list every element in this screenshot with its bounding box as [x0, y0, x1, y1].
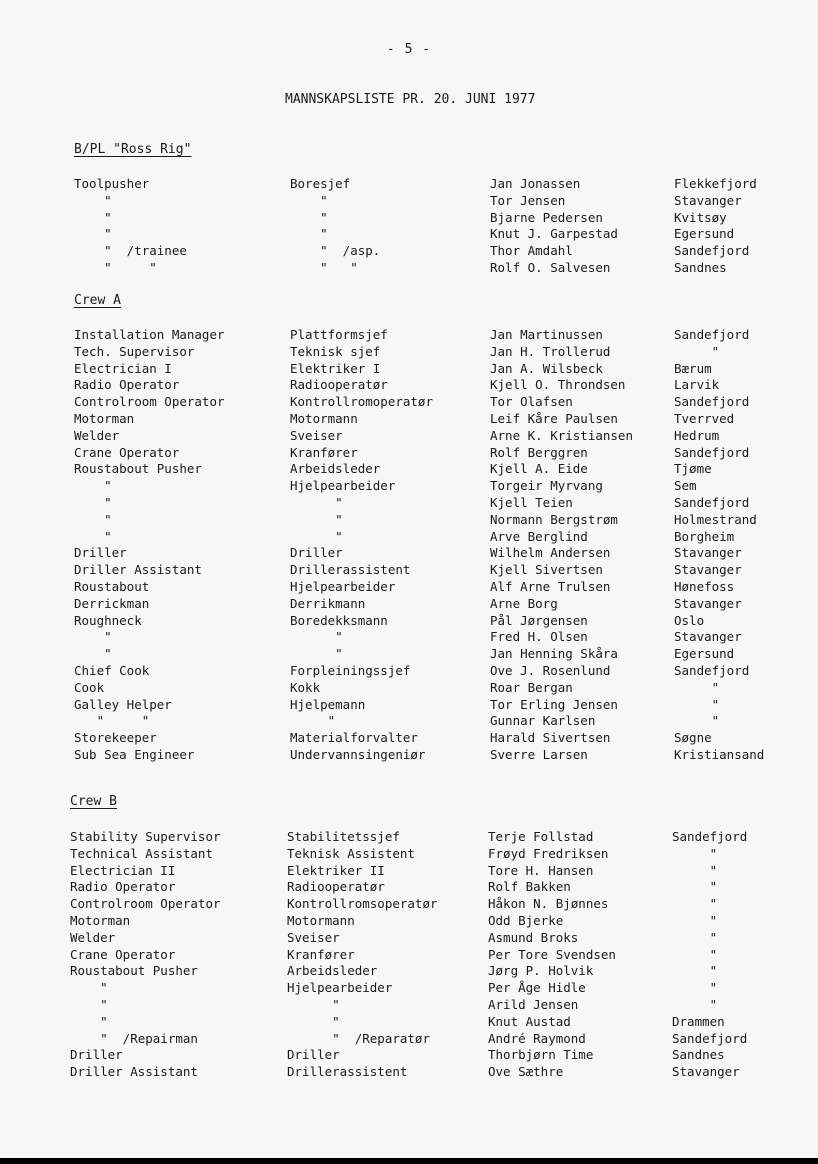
crew-member-name-cell: Kjell Teien — [490, 494, 573, 510]
crew-member-name-cell: Tor Olafsen — [490, 394, 573, 410]
norwegian-role-cell: Boresjef — [290, 176, 351, 191]
hometown-cell: Sandefjord — [674, 444, 750, 460]
english-role-cell: " — [70, 980, 108, 996]
hometown-cell: Tjøme — [674, 461, 712, 477]
norwegian-role-cell: Kranfører — [290, 444, 358, 460]
english-role-cell: " — [74, 478, 112, 494]
norwegian-role-cell: " — [290, 209, 328, 225]
crew-member-name-cell: Ove J. Rosenlund — [490, 662, 611, 678]
english-role-cell: Technical Assistant — [70, 845, 213, 861]
english-role-cell: Motorman — [70, 912, 131, 928]
hometown-cell: Egersund — [674, 646, 735, 662]
norwegian-role-cell: Drillerassistent — [287, 1064, 408, 1080]
norwegian-role-cell: Motormann — [290, 410, 358, 426]
norwegian-role-cell: Hjelpearbeider — [290, 578, 396, 594]
english-role-cell: Welder — [74, 427, 120, 443]
hometown-cell: Sandefjord — [672, 1030, 748, 1046]
norwegian-role-cell: Plattformsjef — [290, 327, 388, 342]
norwegian-role-cell: Radiooperatør — [290, 377, 388, 393]
norwegian-role-cell: Kokk — [290, 679, 321, 695]
hometown-cell: " — [672, 980, 718, 996]
english-role-cell: Derrickman — [74, 595, 150, 611]
page-number: - 5 - — [386, 42, 432, 57]
crew-member-name-cell: Per Tore Svendsen — [488, 946, 616, 962]
english-role-cell: Driller — [74, 545, 127, 561]
english-role-cell: Crane Operator — [74, 444, 180, 460]
english-role-cell: " — [74, 209, 112, 225]
hometown-cell: Larvik — [674, 377, 720, 393]
crew-member-name-cell: Sverre Larsen — [490, 746, 588, 762]
crew-member-name-cell: Kjell Sivertsen — [490, 562, 603, 578]
table-row — [0, 445, 818, 462]
crew-member-name-cell: Arve Berglind — [490, 528, 588, 544]
hometown-cell: " — [672, 862, 718, 878]
table-row — [0, 980, 818, 997]
crew-member-name-cell: Tor Jensen — [490, 192, 566, 208]
english-role-cell: Roustabout — [74, 578, 150, 594]
hometown-cell: Kvitsøy — [674, 209, 727, 225]
hometown-cell: Søgne — [674, 730, 712, 746]
hometown-cell: Borgheim — [674, 528, 735, 544]
english-role-cell: Toolpusher — [74, 176, 150, 191]
english-role-cell: Sub Sea Engineer — [74, 746, 195, 762]
table-row — [0, 260, 818, 277]
document-title: MANNSKAPSLISTE PR. 20. JUNI 1977 — [285, 92, 536, 107]
crew-member-name-cell: Thorbjørn Time — [488, 1047, 594, 1063]
english-role-cell: Stability Supervisor — [70, 829, 221, 844]
norwegian-role-cell: Kontrollromsoperatør — [287, 896, 438, 912]
norwegian-role-cell: Hjelpearbeider — [287, 980, 393, 996]
hometown-cell: Sandefjord — [674, 494, 750, 510]
norwegian-role-cell: Kontrollromoperatør — [290, 394, 433, 410]
norwegian-role-cell: Teknisk sjef — [290, 343, 381, 359]
section-rows-crew-b — [0, 829, 818, 1081]
hometown-cell: Holmestrand — [674, 511, 757, 527]
hometown-cell: Hønefoss — [674, 578, 735, 594]
crew-member-name-cell: Pål Jørgensen — [490, 612, 588, 628]
table-row — [0, 226, 818, 243]
table-row — [0, 829, 818, 846]
hometown-cell: Stavanger — [672, 1064, 740, 1080]
crew-member-name-cell: Bjarne Pedersen — [490, 209, 603, 225]
norwegian-role-cell: Materialforvalter — [290, 730, 418, 746]
hometown-cell: " — [674, 696, 720, 712]
norwegian-role-cell: Derrikmann — [290, 595, 366, 611]
hometown-cell: Sandefjord — [674, 327, 750, 342]
section-heading-crew-a: Crew A — [74, 293, 121, 308]
table-row — [0, 478, 818, 495]
english-role-cell: Electrician I — [74, 360, 172, 376]
crew-member-name-cell: Jørg P. Holvik — [488, 963, 594, 979]
table-row — [0, 596, 818, 613]
table-row — [0, 377, 818, 394]
english-role-cell: Welder — [70, 929, 116, 945]
table-row — [0, 545, 818, 562]
crew-member-name-cell: Jan H. Trollerud — [490, 343, 611, 359]
table-row — [0, 846, 818, 863]
table-row — [0, 243, 818, 260]
table-row — [0, 512, 818, 529]
hometown-cell: " — [672, 996, 718, 1012]
crew-member-name-cell: Håkon N. Bjønnes — [488, 896, 609, 912]
table-row — [0, 361, 818, 378]
hometown-cell: " — [674, 343, 720, 359]
norwegian-role-cell: Forpleiningssjef — [290, 662, 411, 678]
norwegian-role-cell: Drillerassistent — [290, 562, 411, 578]
hometown-cell: Stavanger — [674, 562, 742, 578]
hometown-cell: Oslo — [674, 612, 705, 628]
english-role-cell: " — [74, 494, 112, 510]
english-role-cell: " — [70, 996, 108, 1012]
crew-member-name-cell: Gunnar Karlsen — [490, 713, 596, 729]
norwegian-role-cell: Hjelpemann — [290, 696, 366, 712]
table-row — [0, 529, 818, 546]
norwegian-role-cell: Arbeidsleder — [287, 963, 378, 979]
crew-member-name-cell: Terje Follstad — [488, 829, 594, 844]
norwegian-role-cell: Arbeidsleder — [290, 461, 381, 477]
norwegian-role-cell: " — [287, 996, 340, 1012]
crew-member-name-cell: Rolf O. Salvesen — [490, 259, 611, 275]
table-row — [0, 663, 818, 680]
english-role-cell: " — [74, 646, 112, 662]
crew-member-name-cell: Knut J. Garpestad — [490, 226, 618, 242]
table-row — [0, 327, 818, 344]
table-row — [0, 730, 818, 747]
english-role-cell: " " — [74, 259, 157, 275]
english-role-cell: " — [74, 528, 112, 544]
table-row — [0, 646, 818, 663]
hometown-cell: " — [672, 929, 718, 945]
norwegian-role-cell: " " — [290, 259, 358, 275]
norwegian-role-cell: " — [290, 511, 343, 527]
english-role-cell: Storekeeper — [74, 730, 157, 746]
norwegian-role-cell: Elektriker II — [287, 862, 385, 878]
table-row — [0, 411, 818, 428]
section-heading-crew-b: Crew B — [70, 794, 117, 809]
english-role-cell: Tech. Supervisor — [74, 343, 195, 359]
table-row — [0, 713, 818, 730]
table-row — [0, 896, 818, 913]
table-row — [0, 344, 818, 361]
norwegian-role-cell: " — [290, 226, 328, 242]
hometown-cell: " — [674, 679, 720, 695]
norwegian-role-cell: " — [287, 1013, 340, 1029]
hometown-cell: Tverrved — [674, 410, 735, 426]
crew-member-name-cell: Torgeir Myrvang — [490, 478, 603, 494]
crew-member-name-cell: Kjell A. Eide — [490, 461, 588, 477]
english-role-cell: " — [70, 1013, 108, 1029]
table-row — [0, 394, 818, 411]
table-row — [0, 193, 818, 210]
crew-member-name-cell: Asmund Broks — [488, 929, 579, 945]
english-role-cell: Crane Operator — [70, 946, 176, 962]
hometown-cell: Hedrum — [674, 427, 720, 443]
crew-member-name-cell: Jan Martinussen — [490, 327, 603, 342]
hometown-cell: " — [672, 879, 718, 895]
norwegian-role-cell: Hjelpearbeider — [290, 478, 396, 494]
norwegian-role-cell: " — [290, 192, 328, 208]
hometown-cell: " — [674, 713, 720, 729]
crew-member-name-cell: Roar Bergan — [490, 679, 573, 695]
table-row — [0, 579, 818, 596]
crew-member-name-cell: Normann Bergstrøm — [490, 511, 618, 527]
norwegian-role-cell: " — [290, 494, 343, 510]
crew-member-name-cell: Kjell O. Throndsen — [490, 377, 626, 393]
table-row — [0, 930, 818, 947]
crew-member-name-cell: Tor Erling Jensen — [490, 696, 618, 712]
crew-member-name-cell: Jan A. Wilsbeck — [490, 360, 603, 376]
crew-member-name-cell: Tore H. Hansen — [488, 862, 594, 878]
norwegian-role-cell: Stabilitetssjef — [287, 829, 400, 844]
table-row — [0, 1014, 818, 1031]
table-row — [0, 1031, 818, 1048]
english-role-cell: Motorman — [74, 410, 135, 426]
norwegian-role-cell: Boredekksmann — [290, 612, 388, 628]
norwegian-role-cell: " — [290, 646, 343, 662]
crew-member-name-cell: Ove Sæthre — [488, 1064, 564, 1080]
norwegian-role-cell: Sveiser — [290, 427, 343, 443]
table-row — [0, 1047, 818, 1064]
english-role-cell: " /Repairman — [70, 1030, 198, 1046]
crew-member-name-cell: Rolf Bakken — [488, 879, 571, 895]
hometown-cell: Drammen — [672, 1013, 725, 1029]
crew-member-name-cell: Per Åge Hidle — [488, 980, 586, 996]
crew-member-name-cell: Jan Jonassen — [490, 176, 581, 191]
hometown-cell: Stavanger — [674, 629, 742, 645]
table-row — [0, 210, 818, 227]
english-role-cell: Cook — [74, 679, 105, 695]
hometown-cell: Sandefjord — [674, 243, 750, 259]
hometown-cell: Stavanger — [674, 192, 742, 208]
english-role-cell: Roughneck — [74, 612, 142, 628]
crew-member-name-cell: Knut Austad — [488, 1013, 571, 1029]
norwegian-role-cell: " — [290, 528, 343, 544]
crew-member-name-cell: Odd Bjerke — [488, 912, 564, 928]
table-row — [0, 461, 818, 478]
english-role-cell: Chief Cook — [74, 662, 150, 678]
hometown-cell: " — [672, 845, 718, 861]
english-role-cell: Controlroom Operator — [70, 896, 221, 912]
hometown-cell: " — [672, 963, 718, 979]
hometown-cell: " — [672, 912, 718, 928]
english-role-cell: Electrician II — [70, 862, 176, 878]
norwegian-role-cell: Kranfører — [287, 946, 355, 962]
hometown-cell: " — [672, 946, 718, 962]
crew-member-name-cell: Frøyd Fredriksen — [488, 845, 609, 861]
english-role-cell: " — [74, 629, 112, 645]
english-role-cell: " — [74, 226, 112, 242]
table-row — [0, 863, 818, 880]
crew-member-name-cell: Leif Kåre Paulsen — [490, 410, 618, 426]
table-row — [0, 176, 818, 193]
crew-member-name-cell: Wilhelm Andersen — [490, 545, 611, 561]
english-role-cell: Driller — [70, 1047, 123, 1063]
section-rows-crew-a — [0, 327, 818, 764]
norwegian-role-cell: Driller — [287, 1047, 340, 1063]
norwegian-role-cell: Driller — [290, 545, 343, 561]
table-row — [0, 997, 818, 1014]
section-rows-ross-rig — [0, 176, 818, 277]
norwegian-role-cell: " /asp. — [290, 243, 381, 259]
norwegian-role-cell: Motormann — [287, 912, 355, 928]
crew-member-name-cell: Jan Henning Skåra — [490, 646, 618, 662]
hometown-cell: Sandefjord — [674, 662, 750, 678]
crew-member-name-cell: Harald Sivertsen — [490, 730, 611, 746]
norwegian-role-cell: Sveiser — [287, 929, 340, 945]
table-row — [0, 1064, 818, 1081]
english-role-cell: Radio Operator — [70, 879, 176, 895]
hometown-cell: Kristiansand — [674, 746, 765, 762]
scan-edge-bar — [0, 1158, 818, 1164]
table-row — [0, 680, 818, 697]
english-role-cell: Radio Operator — [74, 377, 180, 393]
table-row — [0, 963, 818, 980]
english-role-cell: Roustabout Pusher — [70, 963, 198, 979]
crew-member-name-cell: André Raymond — [488, 1030, 586, 1046]
crew-member-name-cell: Rolf Berggren — [490, 444, 588, 460]
english-role-cell: Roustabout Pusher — [74, 461, 202, 477]
english-role-cell: Controlroom Operator — [74, 394, 225, 410]
norwegian-role-cell: " — [290, 629, 343, 645]
hometown-cell: Stavanger — [674, 595, 742, 611]
crew-member-name-cell: Arne Borg — [490, 595, 558, 611]
norwegian-role-cell: Radiooperatør — [287, 879, 385, 895]
english-role-cell: " — [74, 192, 112, 208]
table-row — [0, 562, 818, 579]
norwegian-role-cell: " /Reparatør — [287, 1030, 430, 1046]
english-role-cell: " /trainee — [74, 243, 187, 259]
table-row — [0, 947, 818, 964]
hometown-cell: Sandnes — [674, 259, 727, 275]
crew-member-name-cell: Arild Jensen — [488, 996, 579, 1012]
table-row — [0, 913, 818, 930]
hometown-cell: Stavanger — [674, 545, 742, 561]
english-role-cell: Driller Assistant — [70, 1064, 198, 1080]
norwegian-role-cell: Elektriker I — [290, 360, 381, 376]
table-row — [0, 747, 818, 764]
hometown-cell: Sem — [674, 478, 697, 494]
crew-member-name-cell: Fred H. Olsen — [490, 629, 588, 645]
english-role-cell: Driller Assistant — [74, 562, 202, 578]
norwegian-role-cell: Teknisk Assistent — [287, 845, 415, 861]
table-row — [0, 428, 818, 445]
table-row — [0, 629, 818, 646]
hometown-cell: Sandnes — [672, 1047, 725, 1063]
hometown-cell: Flekkefjord — [674, 176, 757, 191]
english-role-cell: " — [74, 511, 112, 527]
hometown-cell: Sandefjord — [674, 394, 750, 410]
crew-member-name-cell: Arne K. Kristiansen — [490, 427, 633, 443]
hometown-cell: Egersund — [674, 226, 735, 242]
hometown-cell: Sandefjord — [672, 829, 748, 844]
hometown-cell: " — [672, 896, 718, 912]
crew-member-name-cell: Thor Amdahl — [490, 243, 573, 259]
table-row — [0, 879, 818, 896]
english-role-cell: Galley Helper — [74, 696, 172, 712]
crew-member-name-cell: Alf Arne Trulsen — [490, 578, 611, 594]
english-role-cell: Installation Manager — [74, 327, 225, 342]
table-row — [0, 697, 818, 714]
section-heading-ross-rig: B/PL "Ross Rig" — [74, 142, 192, 157]
table-row — [0, 613, 818, 630]
english-role-cell: " " — [74, 713, 150, 729]
norwegian-role-cell: " — [290, 713, 336, 729]
table-row — [0, 495, 818, 512]
hometown-cell: Bærum — [674, 360, 712, 376]
norwegian-role-cell: Undervannsingeniør — [290, 746, 426, 762]
